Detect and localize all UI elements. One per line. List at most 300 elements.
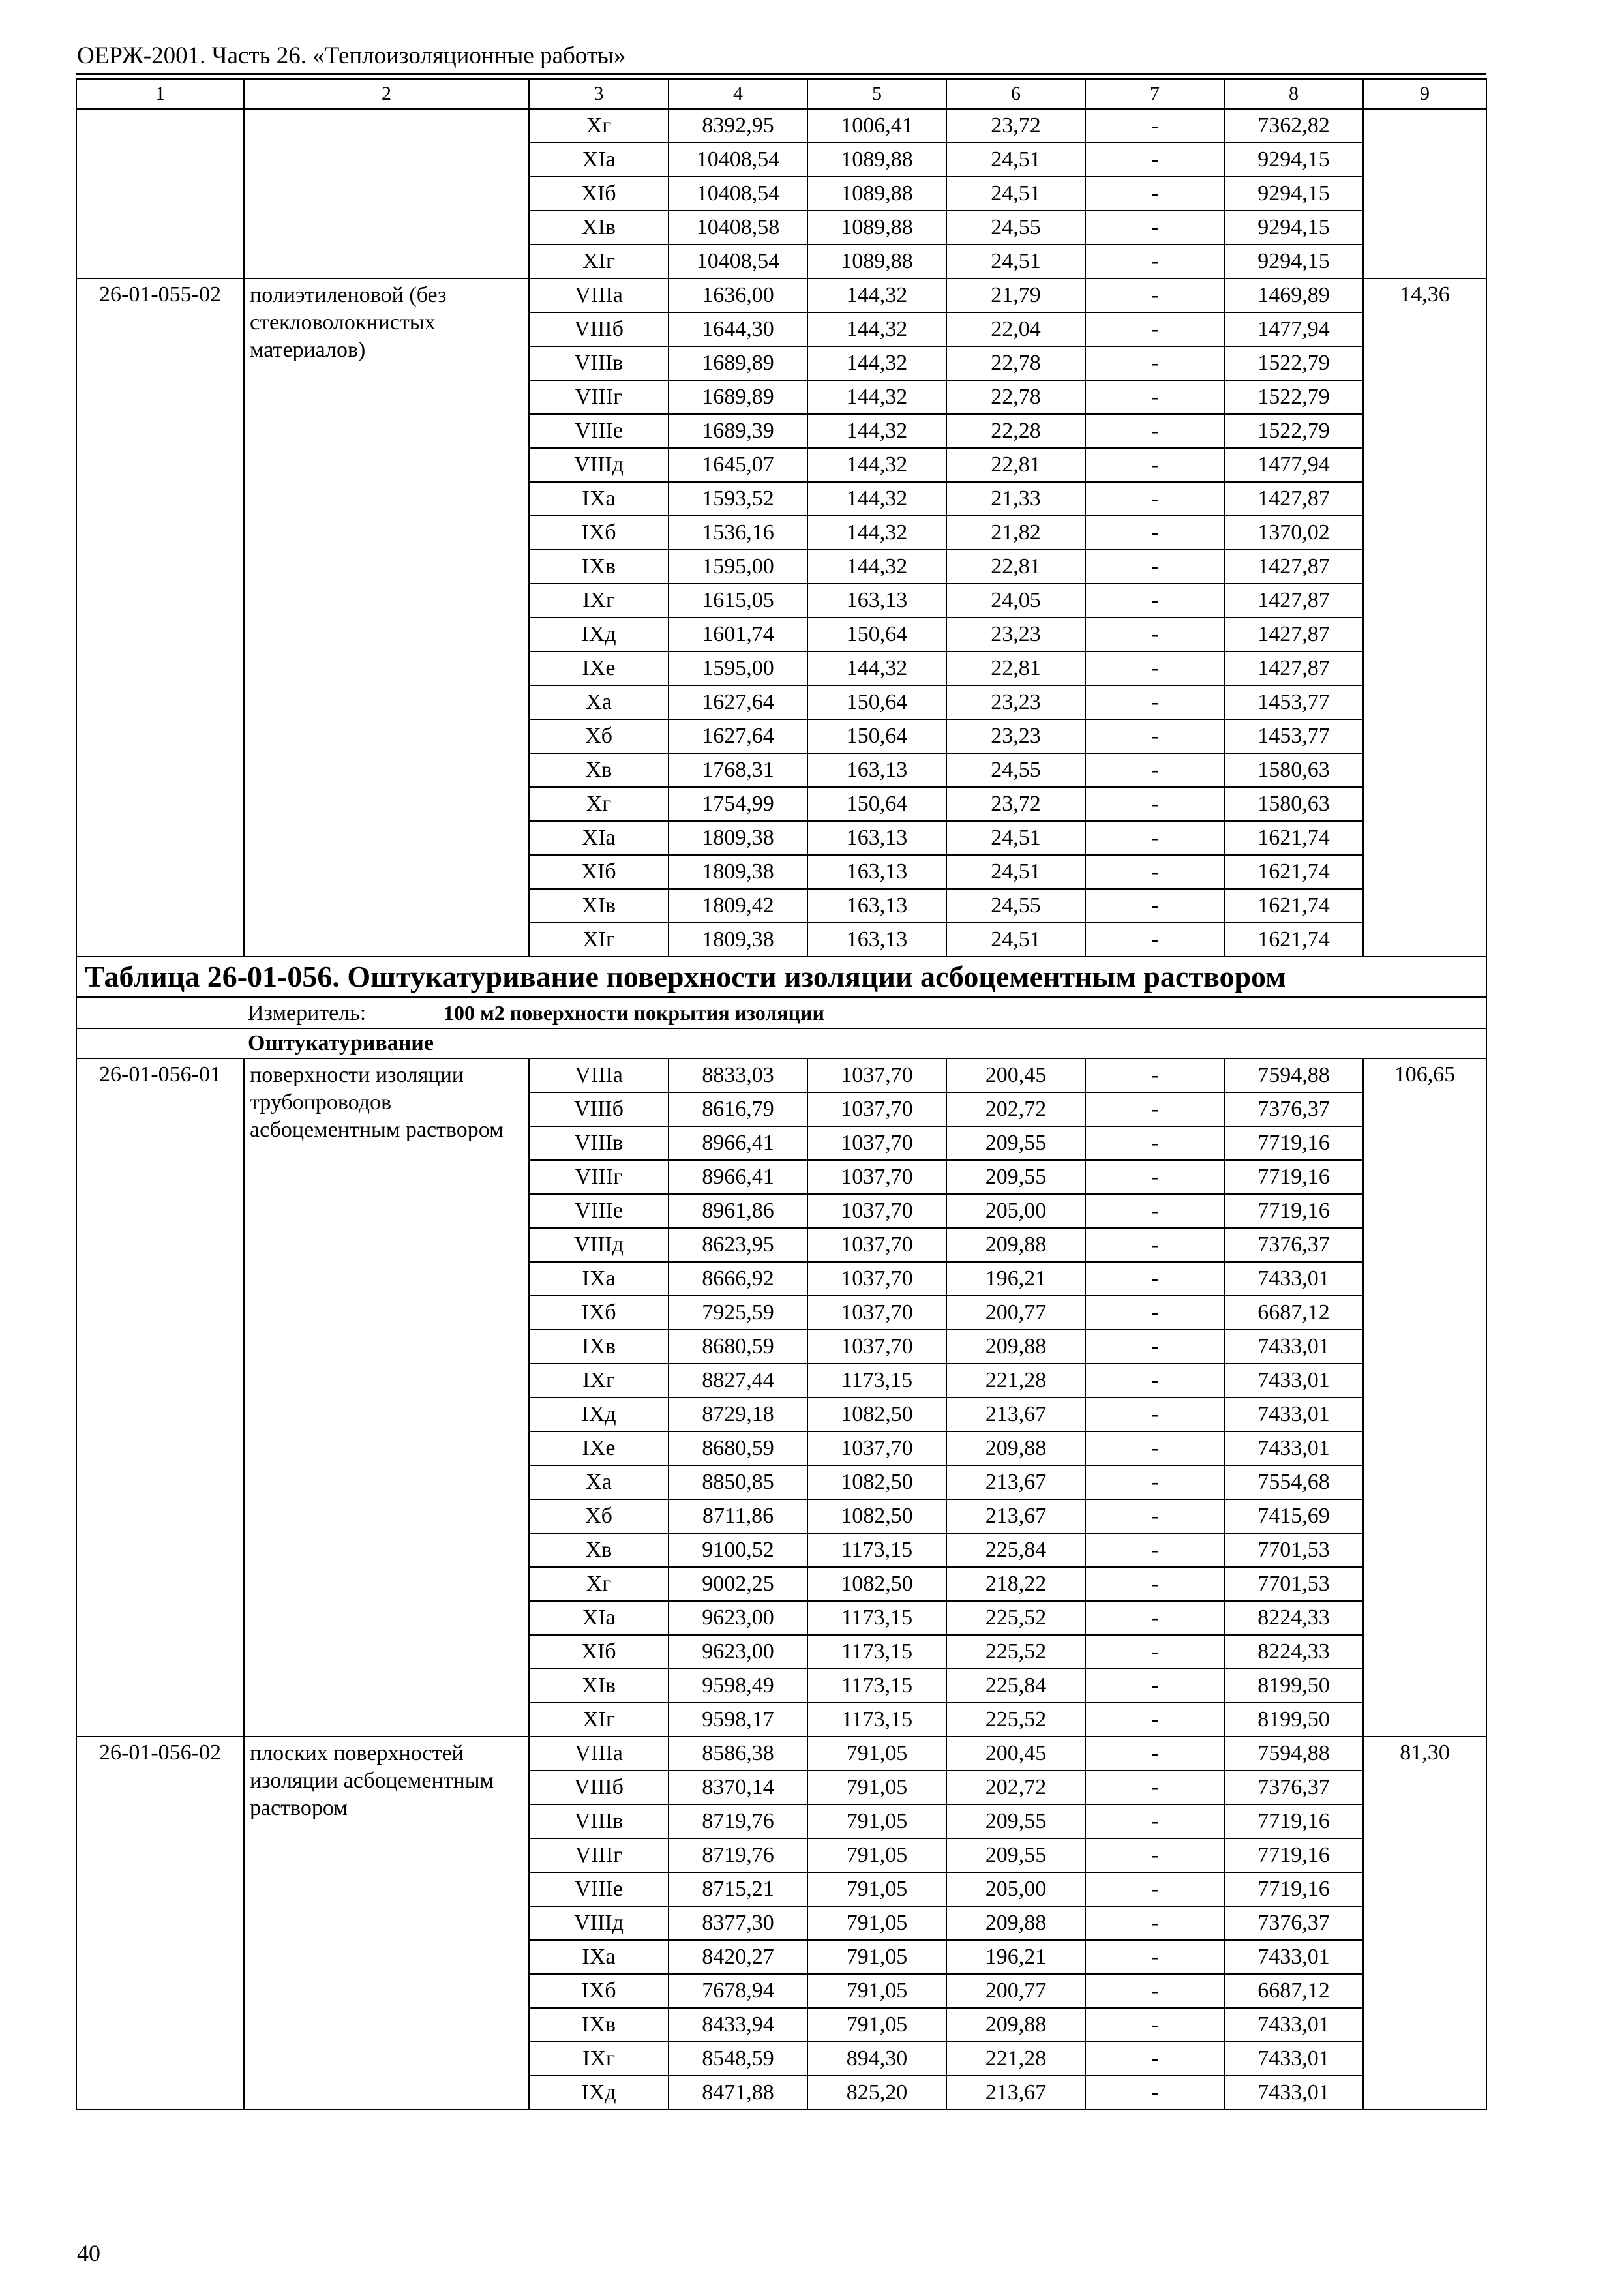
table-cell: - [1085,2076,1224,2110]
table-cell: IХе [529,651,669,685]
table-cell: 1037,70 [807,1431,946,1465]
table-cell: 1595,00 [669,651,807,685]
table-cell: 1370,02 [1224,516,1363,550]
table-cell: 1768,31 [669,753,807,787]
row-norm: 81,30 [1363,1737,1486,2110]
table-cell: 225,84 [946,1533,1085,1567]
table-cell: VIIIб [529,1771,669,1804]
column-number: 9 [1363,79,1486,109]
table-cell: 150,64 [807,685,946,719]
running-header: ОЕРЖ-2001. Часть 26. «Теплоизоляционные работы» [77,42,626,69]
table-cell: 213,67 [946,2076,1085,2110]
table-cell: 1593,52 [669,482,807,516]
table-cell: 10408,54 [669,143,807,177]
table-cell: 8548,59 [669,2042,807,2076]
table-cell: 7701,53 [1224,1533,1363,1567]
table-cell: 7433,01 [1224,1940,1363,1974]
table-cell: 144,32 [807,380,946,414]
table-cell: 1580,63 [1224,787,1363,821]
table-cell: 8729,18 [669,1398,807,1431]
table-cell: - [1085,1431,1224,1465]
column-number: 3 [529,79,669,109]
meter-cell [76,997,1486,1028]
table-cell: IХа [529,1940,669,1974]
table-cell: - [1085,1126,1224,1160]
column-number: 6 [946,79,1085,109]
table-cell: 1644,30 [669,312,807,346]
table-cell: 8827,44 [669,1364,807,1398]
table-cell: 24,51 [946,855,1085,889]
table-cell: IХв [529,550,669,584]
table-cell: - [1085,889,1224,923]
row-norm [1363,109,1486,278]
table-cell: 1173,15 [807,1364,946,1398]
row-description: поверхности изоляции трубопроводов асбоцементным раствором [244,1058,529,1737]
table-cell: VIIIг [529,1160,669,1194]
table-cell: - [1085,516,1224,550]
table-cell: 1754,99 [669,787,807,821]
table-cell: 7719,16 [1224,1804,1363,1838]
table-cell: 791,05 [807,1940,946,1974]
table-cell: IХб [529,516,669,550]
table-cell: 1627,64 [669,719,807,753]
table-cell: 9623,00 [669,1635,807,1669]
table-cell: 8966,41 [669,1126,807,1160]
table-cell: 1427,87 [1224,482,1363,516]
table-cell: - [1085,1567,1224,1601]
table-cell: IХб [529,1974,669,2008]
table-cell: 1173,15 [807,1635,946,1669]
table-cell: - [1085,414,1224,448]
table-cell: - [1085,1533,1224,1567]
table-cell: - [1085,719,1224,753]
table-cell: 7433,01 [1224,2076,1363,2110]
table-cell: 22,81 [946,550,1085,584]
table-cell: - [1085,109,1224,143]
table-cell: 1082,50 [807,1465,946,1499]
table-cell: 23,23 [946,685,1085,719]
table-cell: 1645,07 [669,448,807,482]
table-cell: - [1085,1771,1224,1804]
table-cell: - [1085,1838,1224,1872]
row-description [244,109,529,278]
table-cell: VIIIа [529,278,669,312]
table-cell: 24,51 [946,143,1085,177]
table-cell: 1427,87 [1224,651,1363,685]
column-number-row [76,79,1486,109]
header-rule [76,73,1486,75]
table-cell: 8680,59 [669,1431,807,1465]
table-cell: VIIIв [529,1804,669,1838]
table-cell: Хб [529,1499,669,1533]
table-cell: 1453,77 [1224,719,1363,753]
table-cell: ХIв [529,211,669,245]
table-cell: 8586,38 [669,1737,807,1771]
table-cell: 225,84 [946,1669,1085,1703]
table-cell: ХIа [529,1601,669,1635]
table-cell: 6687,12 [1224,1296,1363,1330]
table-cell: VIIIе [529,414,669,448]
table-cell: - [1085,482,1224,516]
table-cell: 21,79 [946,278,1085,312]
table-cell: VIIIа [529,1737,669,1771]
table-cell: 1173,15 [807,1601,946,1635]
table-cell: 221,28 [946,2042,1085,2076]
table-cell: 24,05 [946,584,1085,618]
table-cell: 200,45 [946,1058,1085,1092]
table-cell: 791,05 [807,1906,946,1940]
table-cell: 8199,50 [1224,1669,1363,1703]
table-cell: 1522,79 [1224,414,1363,448]
table-cell: - [1085,1228,1224,1262]
table-cell: 1173,15 [807,1703,946,1737]
table-cell: - [1085,1635,1224,1669]
table-cell: 791,05 [807,1872,946,1906]
table-cell: 209,88 [946,1431,1085,1465]
table-cell: ХIа [529,821,669,855]
meter-value: 100 м2 поверхности покрытия изоляции [444,1000,824,1025]
table-cell: - [1085,1906,1224,1940]
table-cell: 1636,00 [669,278,807,312]
table-cell: ХIв [529,889,669,923]
table-cell: - [1085,1499,1224,1533]
table-cell: 7719,16 [1224,1126,1363,1160]
table-cell: 23,23 [946,719,1085,753]
table-cell: 6687,12 [1224,1974,1363,2008]
table-cell: 23,72 [946,109,1085,143]
table-cell: 22,78 [946,380,1085,414]
table-cell: 7925,59 [669,1296,807,1330]
table-cell: 144,32 [807,482,946,516]
column-number: 5 [807,79,946,109]
table-cell: 7719,16 [1224,1838,1363,1872]
table-cell: - [1085,1194,1224,1228]
table-cell: 225,52 [946,1601,1085,1635]
table-row [76,1737,1486,1771]
table-cell: IХб [529,1296,669,1330]
table-cell: - [1085,1669,1224,1703]
row-code: 26-01-056-01 [76,1058,244,1737]
table-cell: 1477,94 [1224,312,1363,346]
table-cell: 225,52 [946,1703,1085,1737]
table-cell: 163,13 [807,855,946,889]
table-cell: Ха [529,685,669,719]
table-cell: 791,05 [807,1771,946,1804]
row-description: плоских поверхностей изоляции асбоцементным раствором [244,1737,529,2110]
table-cell: 1037,70 [807,1160,946,1194]
table-cell: 8392,95 [669,109,807,143]
table-cell: 209,55 [946,1160,1085,1194]
row-norm: 14,36 [1363,278,1486,957]
table-cell: 8719,76 [669,1804,807,1838]
meter-label: Измеритель: [248,1000,367,1025]
table-cell: - [1085,245,1224,278]
table-cell: 163,13 [807,753,946,787]
table-cell: 1089,88 [807,177,946,211]
table-cell: 22,04 [946,312,1085,346]
table-cell: 7433,01 [1224,1431,1363,1465]
table-cell: 8680,59 [669,1330,807,1364]
table-cell: 209,55 [946,1804,1085,1838]
section-row [76,1028,1486,1058]
table-cell: 7594,88 [1224,1737,1363,1771]
table-cell: 209,88 [946,2008,1085,2042]
table-cell: 7719,16 [1224,1872,1363,1906]
table-cell: 213,67 [946,1499,1085,1533]
table-cell: 144,32 [807,346,946,380]
table-cell: ХIб [529,1635,669,1669]
table-cell: 213,67 [946,1398,1085,1431]
table-cell: ХIг [529,1703,669,1737]
table-cell: - [1085,1974,1224,2008]
table-cell: - [1085,1092,1224,1126]
table-cell: VIIIг [529,380,669,414]
table-cell: - [1085,923,1224,957]
table-cell: 163,13 [807,821,946,855]
table-cell: 1595,00 [669,550,807,584]
table-cell: - [1085,448,1224,482]
table-cell: 144,32 [807,278,946,312]
table-cell: 24,51 [946,923,1085,957]
table-cell: 10408,54 [669,177,807,211]
table-cell: 202,72 [946,1092,1085,1126]
row-description: полиэтиленовой (без стекловолокнистых материалов) [244,278,529,957]
table-cell: 202,72 [946,1771,1085,1804]
table-cell: 150,64 [807,787,946,821]
table-cell: - [1085,1737,1224,1771]
table-cell: 8433,94 [669,2008,807,2042]
table-cell: IХд [529,618,669,651]
table-cell: 1037,70 [807,1228,946,1262]
table-cell: 8616,79 [669,1092,807,1126]
table-cell: 218,22 [946,1567,1085,1601]
table-cell: 894,30 [807,2042,946,2076]
table-cell: 225,52 [946,1635,1085,1669]
table-cell: 9294,15 [1224,211,1363,245]
table-cell: 1089,88 [807,245,946,278]
table-cell: 7433,01 [1224,1364,1363,1398]
table-cell: 7376,37 [1224,1906,1363,1940]
table-cell: 205,00 [946,1872,1085,1906]
table-cell: 221,28 [946,1364,1085,1398]
table-cell: 7719,16 [1224,1160,1363,1194]
table-cell: 7433,01 [1224,1262,1363,1296]
table-cell: 9623,00 [669,1601,807,1635]
table-cell: 7433,01 [1224,2008,1363,2042]
table-cell: 200,77 [946,1974,1085,2008]
table-cell: 144,32 [807,448,946,482]
table-cell: 1621,74 [1224,855,1363,889]
table-cell: - [1085,143,1224,177]
table-cell: 791,05 [807,2008,946,2042]
table-cell: VIIIа [529,1058,669,1092]
table-cell: 24,51 [946,177,1085,211]
table-cell: VIIIд [529,448,669,482]
table-cell: 791,05 [807,1974,946,2008]
table-cell: Хг [529,787,669,821]
table-cell: 24,55 [946,889,1085,923]
table-cell: 10408,54 [669,245,807,278]
table-cell: VIIIе [529,1872,669,1906]
table-cell: 9294,15 [1224,177,1363,211]
table-cell: - [1085,1804,1224,1838]
table-cell: 200,77 [946,1296,1085,1330]
table-cell: 8961,86 [669,1194,807,1228]
table-cell: 1536,16 [669,516,807,550]
table-cell: 23,72 [946,787,1085,821]
table-cell: 9598,49 [669,1669,807,1703]
table-cell: 163,13 [807,889,946,923]
table-cell: 209,88 [946,1906,1085,1940]
table-cell: Хг [529,109,669,143]
table-cell: - [1085,787,1224,821]
table-cell: 8199,50 [1224,1703,1363,1737]
table-cell: VIIIг [529,1838,669,1872]
table-cell: 24,55 [946,753,1085,787]
table-cell: 8715,21 [669,1872,807,1906]
column-number: 1 [76,79,244,109]
table-cell: - [1085,1296,1224,1330]
table-cell: 1037,70 [807,1194,946,1228]
row-norm: 106,65 [1363,1058,1486,1737]
table-cell: 144,32 [807,414,946,448]
column-number: 2 [244,79,529,109]
table-cell: - [1085,1160,1224,1194]
table-cell: Хв [529,753,669,787]
table-cell: 8711,86 [669,1499,807,1533]
table-cell: 1615,05 [669,584,807,618]
table-cell: - [1085,1262,1224,1296]
table-cell: 209,55 [946,1838,1085,1872]
table-cell: 8833,03 [669,1058,807,1092]
table-cell: 1089,88 [807,143,946,177]
table-cell: - [1085,211,1224,245]
table-cell: 1809,38 [669,855,807,889]
table-cell: - [1085,1465,1224,1499]
table-cell: 1689,89 [669,380,807,414]
table-cell: 1621,74 [1224,889,1363,923]
table-cell: 22,81 [946,448,1085,482]
row-code [76,109,244,278]
table-cell: - [1085,651,1224,685]
table-cell: 150,64 [807,618,946,651]
column-number: 8 [1224,79,1363,109]
table-cell: 200,45 [946,1737,1085,1771]
table-cell: 1621,74 [1224,821,1363,855]
table-cell: 1089,88 [807,211,946,245]
table-cell: - [1085,753,1224,787]
table-cell: - [1085,1058,1224,1092]
table-cell: 8719,76 [669,1838,807,1872]
table-cell: 1809,38 [669,923,807,957]
table-cell: 7376,37 [1224,1092,1363,1126]
table-cell: VIIIд [529,1228,669,1262]
table-cell: 9002,25 [669,1567,807,1601]
row-code: 26-01-055-02 [76,278,244,957]
table-cell: - [1085,2008,1224,2042]
table-cell: IХе [529,1431,669,1465]
table-cell: 8420,27 [669,1940,807,1974]
table-cell: VIIIб [529,1092,669,1126]
table-cell: 1037,70 [807,1058,946,1092]
table-cell: - [1085,177,1224,211]
table-row [76,1058,1486,1092]
table-cell: 9294,15 [1224,245,1363,278]
table-cell: 21,82 [946,516,1085,550]
table-cell: IХг [529,1364,669,1398]
table-cell: 9598,17 [669,1703,807,1737]
table-cell: 1037,70 [807,1296,946,1330]
table-cell: 9294,15 [1224,143,1363,177]
table-cell: - [1085,1872,1224,1906]
table-cell: 21,33 [946,482,1085,516]
table-cell: 7701,53 [1224,1567,1363,1601]
table-cell: 7376,37 [1224,1228,1363,1262]
table-cell: - [1085,550,1224,584]
row-code: 26-01-056-02 [76,1737,244,2110]
table-cell: IХа [529,1262,669,1296]
table-cell: - [1085,855,1224,889]
table-cell: - [1085,1364,1224,1398]
table-cell: 1453,77 [1224,685,1363,719]
table-cell: 163,13 [807,923,946,957]
table-cell: 209,88 [946,1228,1085,1262]
table-cell: Хг [529,1567,669,1601]
table-cell: 1601,74 [669,618,807,651]
table-cell: IХд [529,1398,669,1431]
table-cell: Хб [529,719,669,753]
table-cell: VIIIд [529,1906,669,1940]
table-cell: 1427,87 [1224,550,1363,584]
table-cell: 144,32 [807,550,946,584]
meter-row [76,997,1486,1028]
table-cell: VIIIе [529,1194,669,1228]
table-cell: VIIIб [529,312,669,346]
table-cell: 150,64 [807,719,946,753]
table-cell: 7678,94 [669,1974,807,2008]
table-cell: IХг [529,584,669,618]
table-cell: 10408,58 [669,211,807,245]
table-cell: 22,81 [946,651,1085,685]
table-cell: 144,32 [807,651,946,685]
table-cell: ХIв [529,1669,669,1703]
table-cell: 22,78 [946,346,1085,380]
table-cell: 144,32 [807,516,946,550]
table-cell: 7433,01 [1224,1398,1363,1431]
table-cell: 1082,50 [807,1398,946,1431]
table-cell: 8224,33 [1224,1635,1363,1669]
table-cell: 22,28 [946,414,1085,448]
table-cell: 163,13 [807,584,946,618]
table-cell: 1469,89 [1224,278,1363,312]
table-cell: 7433,01 [1224,1330,1363,1364]
table-cell: 1522,79 [1224,346,1363,380]
table-cell: - [1085,2042,1224,2076]
column-number: 4 [669,79,807,109]
table-cell: 1809,42 [669,889,807,923]
table-cell: 1173,15 [807,1669,946,1703]
table-cell: Ха [529,1465,669,1499]
table-cell: IХа [529,482,669,516]
table-cell: VIIIв [529,346,669,380]
table-cell: 24,51 [946,821,1085,855]
table-cell: 1037,70 [807,1092,946,1126]
table-cell: 1427,87 [1224,584,1363,618]
table-cell: 8623,95 [669,1228,807,1262]
table-cell: 7554,68 [1224,1465,1363,1499]
table-cell: - [1085,1601,1224,1635]
table-cell: 1809,38 [669,821,807,855]
